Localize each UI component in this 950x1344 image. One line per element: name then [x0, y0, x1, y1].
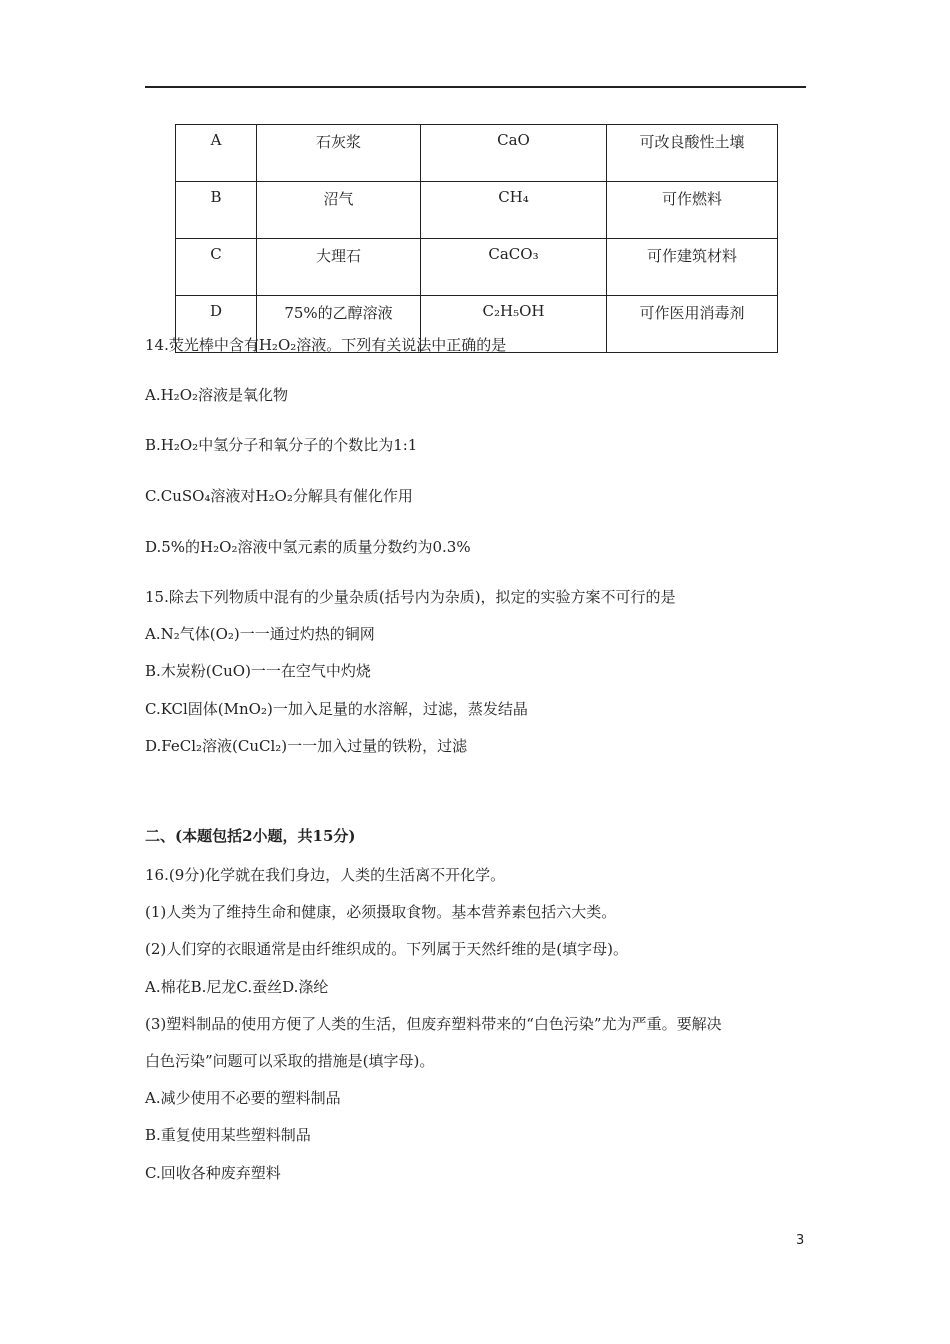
table-cell: A [176, 125, 257, 182]
question-16-part-2-options: A.棉花B.尼龙C.蚕丝D.涤纶 [145, 978, 329, 996]
table-cell: C [176, 239, 257, 296]
question-15-stem: 15.除去下列物质中混有的少量杂质(括号内为杂质)，拟定的实验方案不可行的是 [145, 588, 676, 606]
table-cell: CaCO₃ [421, 239, 607, 296]
question-16-stem: 16.(9分)化学就在我们身边，人类的生活离不开化学。 [145, 866, 506, 884]
section-two-heading: 二、(本题包括2小题，共15分) [145, 827, 356, 845]
question-16-part-2: (2)人们穿的衣眼通常是由纤维织成的。下列属于天然纤维的是(填字母)。 [145, 940, 628, 958]
table-row [176, 182, 778, 239]
question-15-option-b: B.木炭粉(CuO)一一在空气中灼烧 [145, 662, 371, 680]
substance-table [175, 124, 778, 353]
question-16-part-1: (1)人类为了维持生命和健康，必须摄取食物。基本营养素包括六大类。 [145, 903, 617, 921]
question-15-option-c: C.KCl固体(MnO₂)一加入足量的水溶解，过滤，蒸发结晶 [145, 700, 528, 718]
question-14-option-d: D.5%的H₂O₂溶液中氢元素的质量分数约为0.3% [145, 538, 471, 556]
question-14-option-b: B.H₂O₂中氢分子和氧分子的个数比为1:1 [145, 436, 418, 454]
table-cell: 石灰浆 [257, 125, 421, 182]
table-cell: B [176, 182, 257, 239]
table-cell: 可作建筑材料 [607, 239, 778, 296]
table-cell: CH₄ [421, 182, 607, 239]
question-15-option-a: A.N₂气体(O₂)一一通过灼热的铜网 [145, 625, 375, 643]
table-cell: 沼气 [257, 182, 421, 239]
question-14-option-c: C.CuSO₄溶液对H₂O₂分解具有催化作用 [145, 487, 413, 505]
table-cell: 可作燃料 [607, 182, 778, 239]
question-16-part-3-option-a: A.减少使用不必要的塑料制品 [145, 1089, 341, 1107]
question-16-part-3: (3)塑料制品的使用方便了人类的生活，但废弃塑料带来的“白色污染”尤为严重。要解决 [145, 1015, 722, 1033]
table-row [176, 239, 778, 296]
question-14-stem: 14.荧光棒中含有H₂O₂溶液。下列有关说法中正确的是 [145, 336, 507, 354]
page-number: 3 [796, 1233, 805, 1248]
question-16-part-3-option-b: B.重复使用某些塑料制品 [145, 1126, 311, 1144]
question-16-part-3-option-c: C.回收各种废弃塑料 [145, 1164, 281, 1182]
header-rule [145, 86, 806, 88]
question-14-option-a: A.H₂O₂溶液是氧化物 [145, 386, 289, 404]
question-16-part-3-cont: 白色污染”问题可以采取的措施是(填字母)。 [145, 1052, 435, 1070]
table-cell: D [176, 296, 257, 353]
table-cell: 可改良酸性土壤 [607, 125, 778, 182]
table-cell: 75%的乙醇溶液 [257, 296, 421, 353]
table-cell: C₂H₅OH [421, 296, 607, 353]
table-cell: CaO [421, 125, 607, 182]
table-row [176, 125, 778, 182]
table-cell: 大理石 [257, 239, 421, 296]
table-cell: 可作医用消毒剂 [607, 296, 778, 353]
question-15-option-d: D.FeCl₂溶液(CuCl₂)一一加入过量的铁粉，过滤 [145, 737, 468, 755]
